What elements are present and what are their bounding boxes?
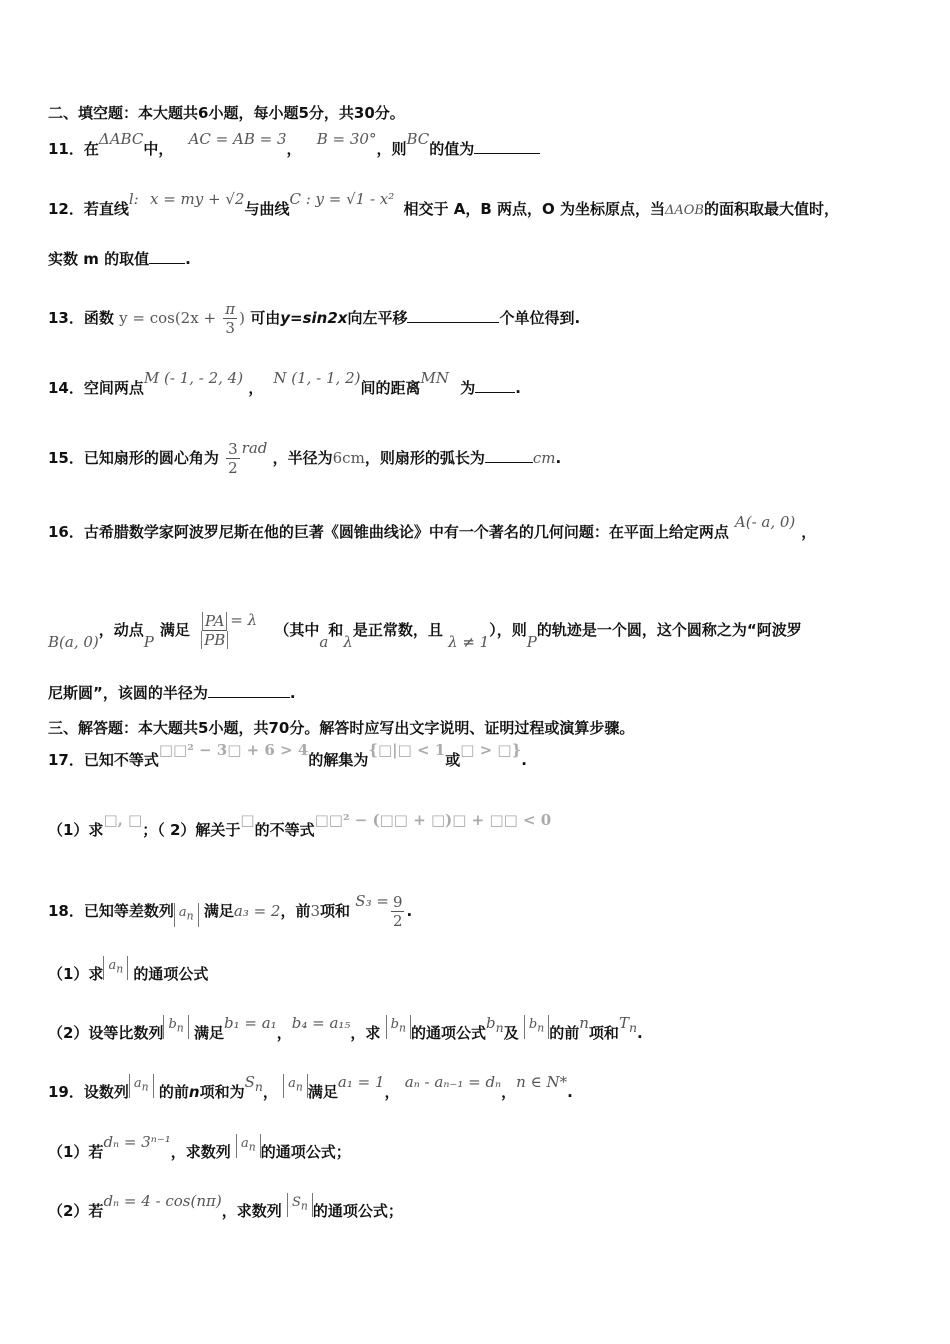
question-14: 14．空间两点M (- 1, - 2, 4) ，N (1, - 1, 2)间的距离MN 为 . <box>48 369 521 397</box>
answer-blank <box>475 378 515 393</box>
question-19: 19．设数列 $a_n$ 的前n项和为$S_n$， $a_n$ 满足a₁ = 1， aₙ - aₙ₋₁ = dₙ，n ∈ N*. <box>48 1073 573 1101</box>
question-12: 12．若直线l: x = my + √2与曲线C : y = √1 - x² 相交于 A，B 两点，O 为坐标原点，当ΔAOB的面积取最大值时， <box>48 190 839 218</box>
question-12-line2: 实数 m 的取值 . <box>48 250 191 268</box>
answer-blank <box>485 448 533 463</box>
question-16: 16．古希腊数学家阿波罗尼斯在他的巨著《圆锥曲线论》中有一个著名的几何问题：在平面上给定两点A(- a, 0)， <box>48 513 817 541</box>
question-16-line3: 尼斯圆”，该圆的半径为 . <box>48 684 296 702</box>
question-17: 17．已知不等式□□² − 3□ + 6 > 4的解集为{□|□ < 1或□ > □}. <box>48 741 527 769</box>
answer-blank <box>208 683 290 698</box>
question-18: 18．已知等差数列 $a_n$ 满足a₃ = 2，前3项和 S₃ = $\frac{9}{2}$ . <box>48 892 413 930</box>
question-15: 15．已知扇形的圆心角为 $\frac{3}{2}$ rad ，半径为6cm，则扇形的弧长为 cm. <box>48 439 562 477</box>
section-3-heading: 三、解答题：本大题共5小题，共70分。解答时应写出文字说明、证明过程或演算步骤。 <box>48 719 635 737</box>
question-18-part1: （1）求 $a_n$ 的通项公式 <box>48 958 209 983</box>
question-19-part2: （2）若dₙ = 4 - cos(nπ)，求数列 $S_n$ 的通项公式； <box>48 1192 403 1220</box>
question-16-line2: B(a, 0)，动点P满足 $\frac{PA}{PB}$ = λ （其中a和λ是正常数，且 λ ≠ 1），则P的轨迹是一个圆，这个圆称之为“阿波罗 <box>48 611 802 651</box>
answer-blank <box>407 308 499 323</box>
answer-blank <box>149 249 185 264</box>
question-19-part1: （1）若dₙ = 3ⁿ⁻¹，求数列 $a_n$ 的通项公式； <box>48 1133 351 1161</box>
question-18-part2: （2）设等比数列 $b_n$ 满足b₁ = a₁，b₄ = a₁₅，求 $b_n$ 的通项公式$b_n$及 $b_n$ 的前n项和$T_n$. <box>48 1014 643 1042</box>
answer-blank <box>474 139 540 154</box>
question-11: 11．在ΔABC中， AC = AB = 3， B = 30°，则BC的值为 <box>48 139 540 159</box>
question-17-parts: （1）求□, □；（ 2）解关于□的不等式□□² − (□□ + □)□ + □□ < 0 <box>48 811 552 839</box>
question-13: 13．函数 y = cos(2x + $\frac{\pi}{3}$ ) 可由y=sin2x向左平移 个单位得到. <box>48 300 581 337</box>
section-2-heading: 二、填空题：本大题共6小题，每小题5分，共30分。 <box>48 104 405 122</box>
